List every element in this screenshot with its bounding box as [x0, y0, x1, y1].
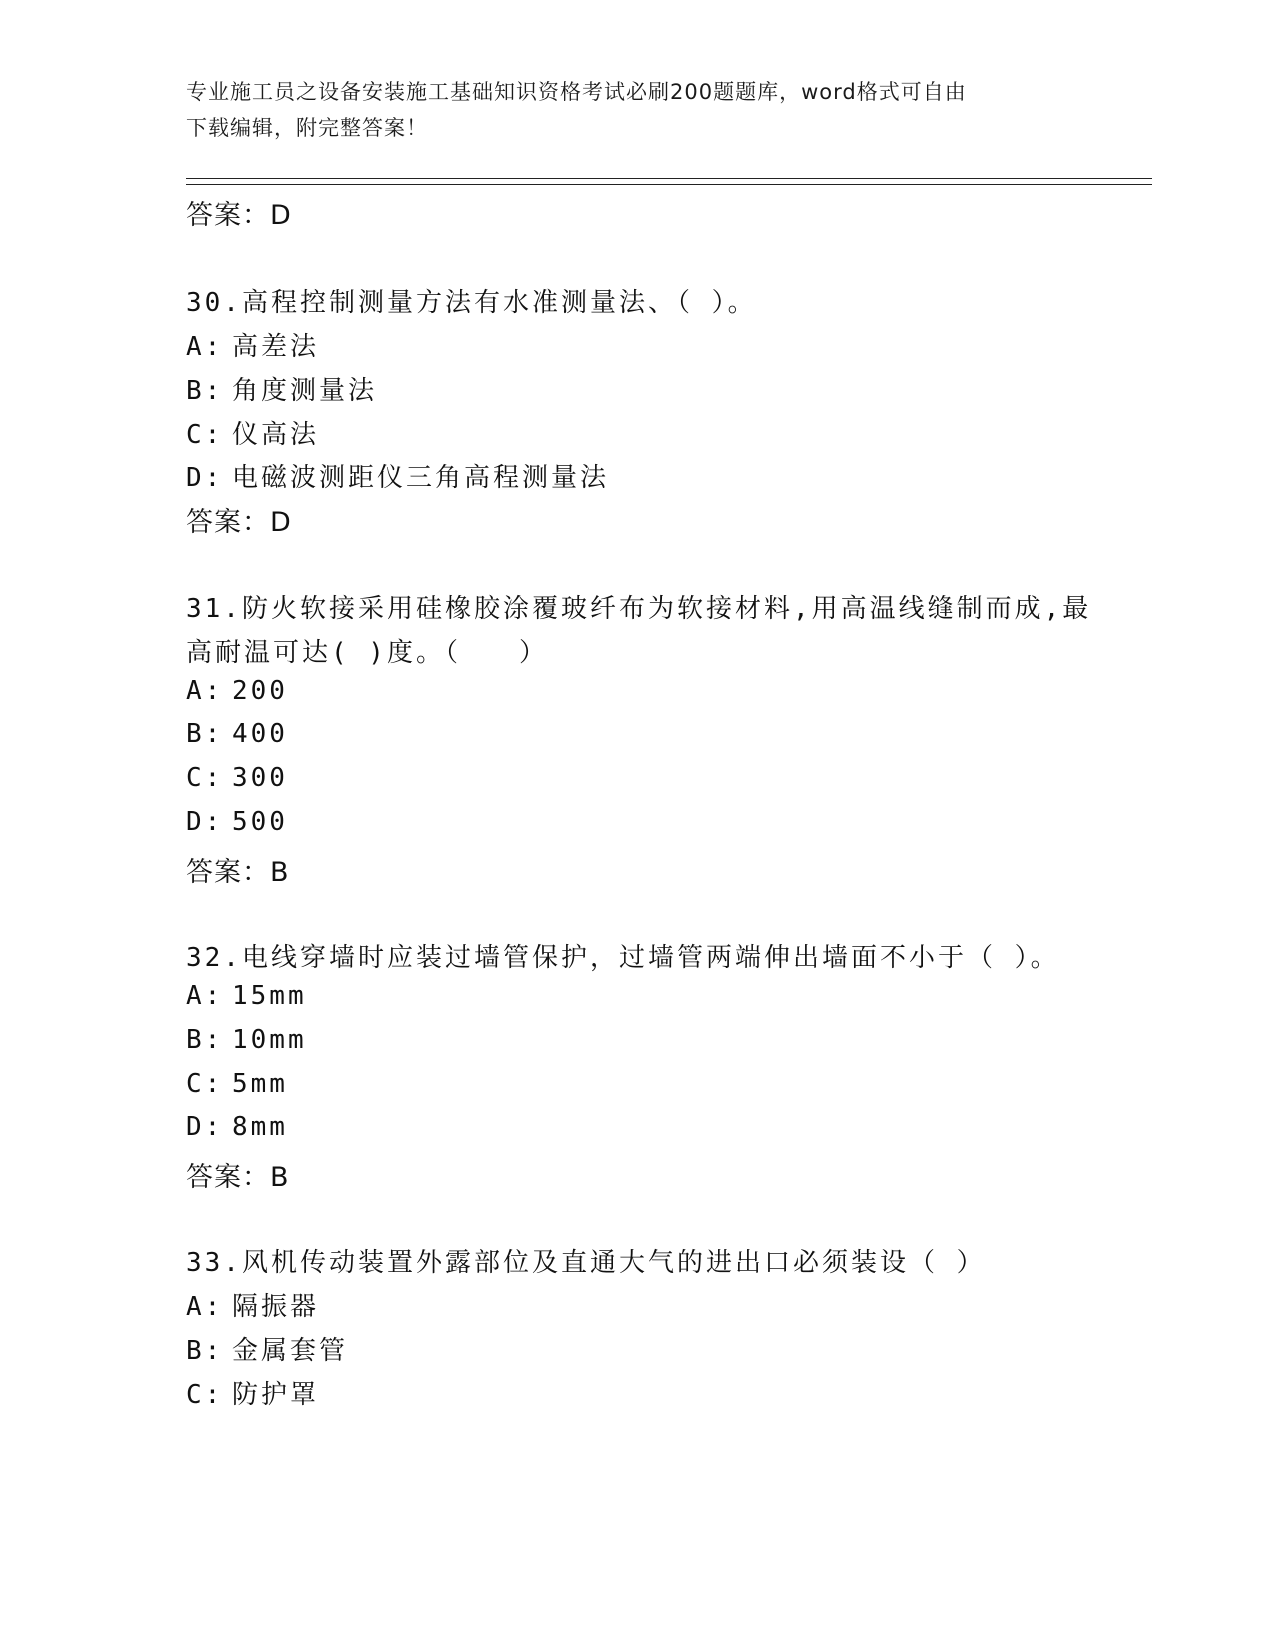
- question-30-option-a: A: 高差法: [186, 332, 320, 362]
- question-32-option-a: A: 15mm: [186, 981, 307, 1011]
- header-rule-top: [186, 178, 1152, 179]
- question-32-option-c: C: 5mm: [186, 1069, 288, 1099]
- header-line-1: 专业施工员之设备安装施工基础知识资格考试必刷200题题库，word格式可自由: [186, 80, 967, 104]
- header-line-2: 下载编辑，附完整答案！: [186, 116, 428, 140]
- question-30-option-c: C: 仪高法: [186, 420, 320, 450]
- question-33-option-c: C: 防护罩: [186, 1380, 320, 1410]
- question-31-option-c: C: 300: [186, 763, 288, 793]
- question-33-option-a: A: 隔振器: [186, 1292, 320, 1322]
- header-rule-bottom: [186, 184, 1152, 185]
- question-33-option-b: B: 金属套管: [186, 1336, 349, 1366]
- question-32-option-b: B: 10mm: [186, 1025, 307, 1055]
- question-31-stem-line-1: 31.防火软接采用硅橡胶涂覆玻纤布为软接材料,用高温线缝制而成,最: [186, 594, 1092, 624]
- question-30-answer: 答案：D: [186, 507, 292, 538]
- question-30-option-d: D: 电磁波测距仪三角高程测量法: [186, 463, 610, 493]
- question-33-stem: 33.风机传动装置外露部位及直通大气的进出口必须装设（ ）: [186, 1248, 986, 1278]
- question-30-option-b: B: 角度测量法: [186, 376, 378, 406]
- question-31-option-a: A: 200: [186, 676, 288, 706]
- question-31-stem-line-2: 高耐温可达( )度。（ ）: [186, 638, 548, 668]
- question-31-answer: 答案：B: [186, 857, 290, 888]
- answer-prev: 答案：D: [186, 200, 292, 231]
- question-30-stem: 30.高程控制测量方法有水准测量法、（ ）。: [186, 288, 757, 318]
- document-header: [186, 74, 1086, 146]
- question-31-option-b: B: 400: [186, 719, 288, 749]
- question-32-option-d: D: 8mm: [186, 1112, 288, 1142]
- question-31-option-d: D: 500: [186, 807, 288, 837]
- question-32-stem: 32.电线穿墙时应装过墙管保护，过墙管两端伸出墙面不小于（ ）。: [186, 943, 1060, 973]
- question-32-answer: 答案：B: [186, 1162, 290, 1193]
